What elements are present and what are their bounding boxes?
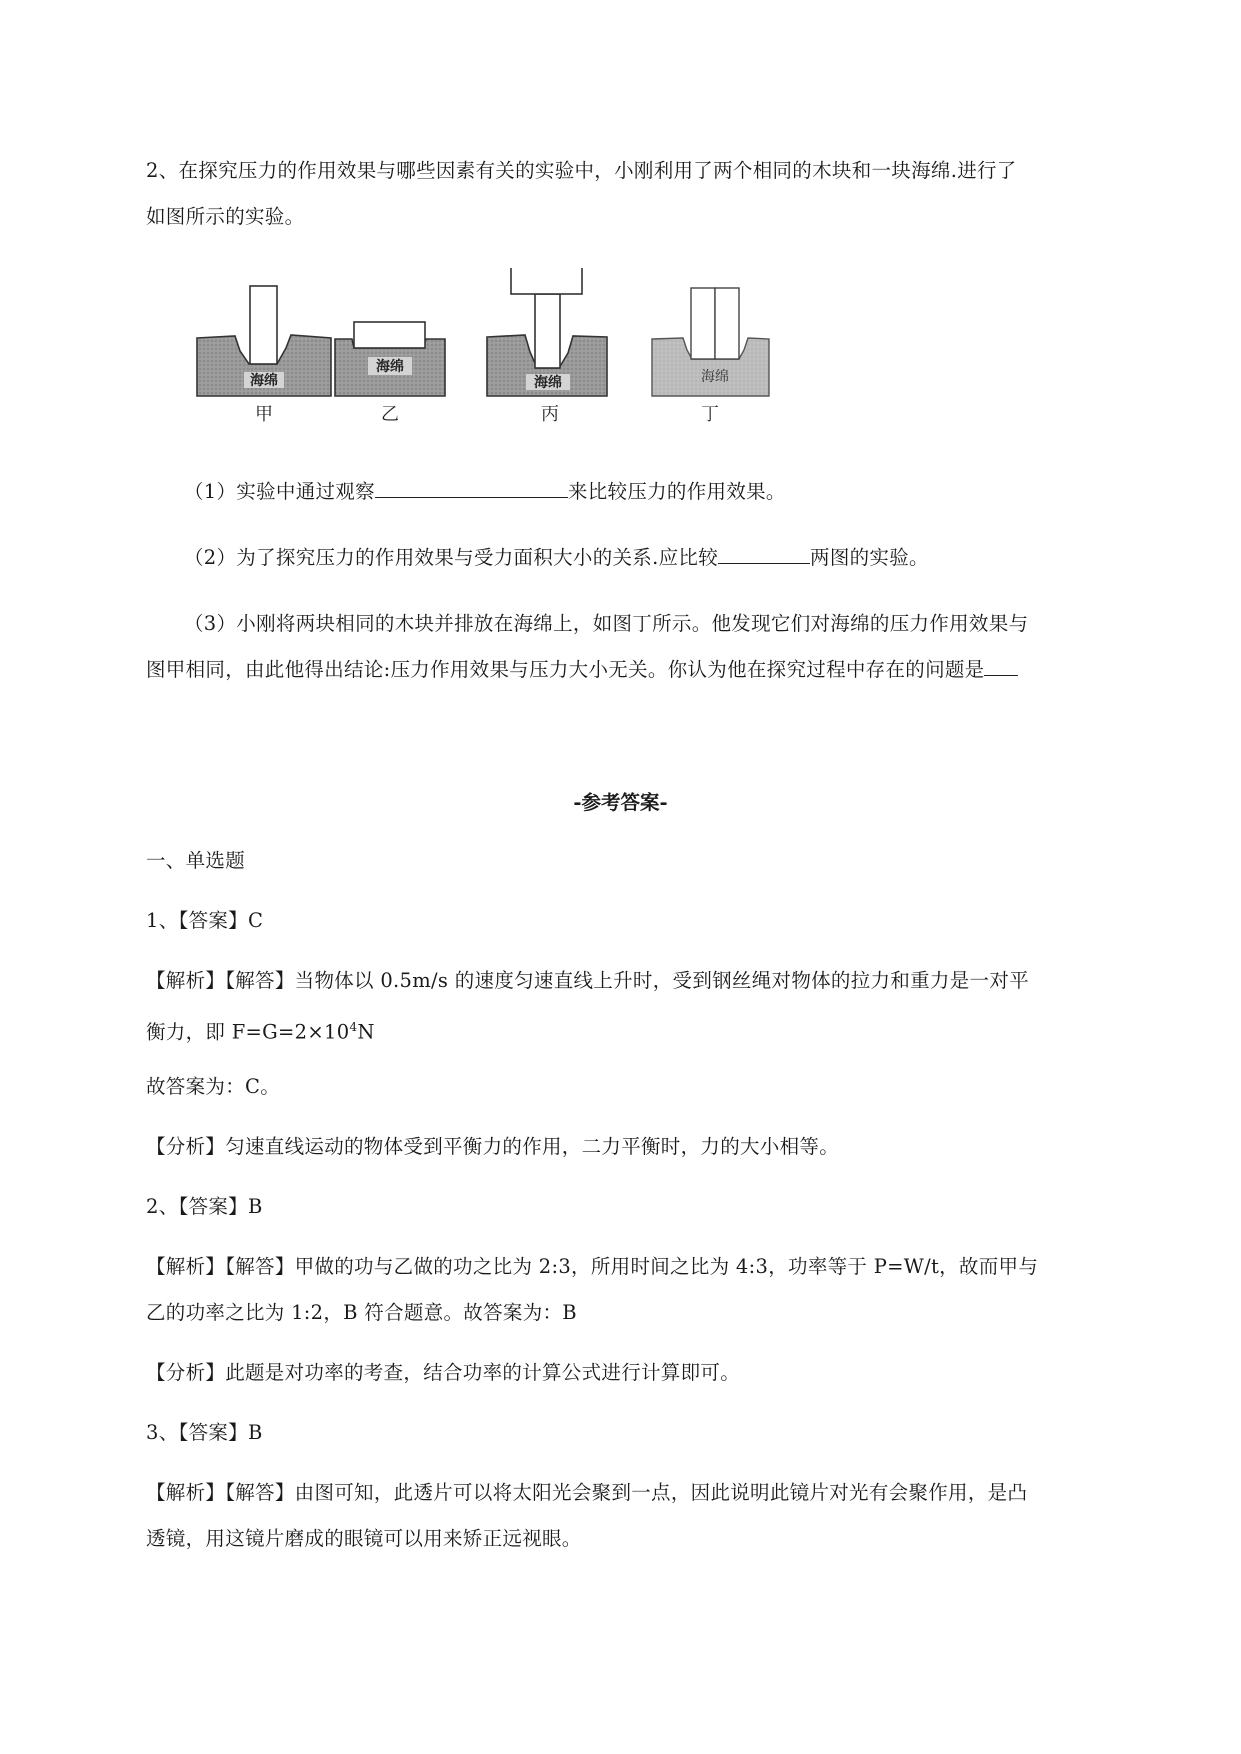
answer-3-tag: 【答案】 xyxy=(178,1421,248,1444)
sub-question-3-line2: 图甲相同，由此他得出结论:压力作用效果与压力大小无关。你认为他在探究过程中存在的问题是 xyxy=(146,658,985,681)
answer-1-exponent: 4 xyxy=(349,1020,358,1034)
sub-question-2-suffix: 两图的实验。 xyxy=(810,546,929,569)
wood-block-bing-vertical xyxy=(535,294,560,368)
sponge-experiment-figure xyxy=(195,268,855,448)
sub-question-1 xyxy=(146,469,1146,515)
sponge-label-ding: 海绵 xyxy=(701,369,729,385)
answer-2-value: B xyxy=(247,1195,263,1218)
sub-question-3-line1: （3）小刚将两块相同的木块并排放在海绵上，如图丁所示。他发现它们对海绵的压力作用效果与 xyxy=(184,612,1029,635)
answer-3-analysis xyxy=(146,1470,1146,1562)
sub-question-1-suffix: 来比较压力的作用效果。 xyxy=(567,480,786,503)
answer-2-number: 2、 xyxy=(146,1195,179,1218)
answers-heading: -参考答案- xyxy=(573,791,668,814)
sub-question-1-prefix: （1）实验中通过观察 xyxy=(184,480,375,503)
answer-1-tag: 【答案】 xyxy=(178,909,248,932)
answer-3-analysis-line1: 由图可知，此透片可以将太阳光会聚到一点，因此说明此镜片对光有会聚作用，是凸 xyxy=(294,1481,1028,1504)
panel-yi xyxy=(335,322,445,425)
section-title: 一、单选题 xyxy=(146,849,246,872)
answer-1-analysis-tag: 【解析】【解答】 xyxy=(146,969,295,992)
sponge-label-yi: 海绵 xyxy=(376,359,404,375)
wood-block-yi xyxy=(354,322,425,348)
wood-block-jia xyxy=(250,286,277,364)
answer-1-number: 1、 xyxy=(146,909,179,932)
panel-ding xyxy=(652,288,769,425)
answer-3-value: B xyxy=(247,1421,263,1444)
caption-jia: 甲 xyxy=(255,404,273,425)
answer-3-analysis-tag: 【解析】【解答】 xyxy=(146,1481,295,1504)
answer-1-fenxi-text: 匀速直线运动的物体受到平衡力的作用，二力平衡时，力的大小相等。 xyxy=(225,1135,840,1158)
answer-2-fenxi-text: 此题是对功率的考查，结合功率的计算公式进行计算即可。 xyxy=(225,1361,741,1384)
answer-2-analysis-line1: 甲做的功与乙做的功之比为 2:3，所用时间之比为 4:3，功率等于 P=W/t，故而甲与 xyxy=(294,1255,1039,1278)
answer-2-tag: 【答案】 xyxy=(178,1195,248,1218)
caption-ding: 丁 xyxy=(701,404,719,425)
answer-1-analysis-line1: 当物体以 0.5m/s 的速度匀速直线上升时，受到钢丝绳对物体的拉力和重力是一对平 xyxy=(294,969,1029,992)
wood-block-ding-left xyxy=(691,288,715,359)
answer-3-title xyxy=(146,1410,1146,1456)
answer-blank-3[interactable] xyxy=(984,653,1018,676)
answer-2-fenxi-tag: 【分析】 xyxy=(146,1361,226,1384)
sponge-label-bing: 海绵 xyxy=(534,375,562,391)
answer-blank-1[interactable] xyxy=(375,475,568,498)
answer-1-fenxi-tag: 【分析】 xyxy=(146,1135,226,1158)
answer-1-title xyxy=(146,898,1146,944)
answer-blank-2[interactable] xyxy=(718,541,810,564)
answer-2-title xyxy=(146,1184,1146,1230)
answer-3-analysis-line2: 透镜，用这镜片磨成的眼镜可以用来矫正远视眼。 xyxy=(146,1527,582,1550)
answer-1-unit: N xyxy=(357,1020,375,1044)
sub-question-2 xyxy=(146,535,1146,581)
caption-yi: 乙 xyxy=(381,404,399,425)
question-2-stem-line1: 2、在探究压力的作用效果与哪些因素有关的实验中，小刚利用了两个相同的木块和一块海绵.进行了 xyxy=(146,159,1017,182)
answer-2-analysis xyxy=(146,1244,1146,1336)
sponge-label-jia: 海绵 xyxy=(250,373,278,389)
sub-question-2-prefix: （2）为了探究压力的作用效果与受力面积大小的关系.应比较 xyxy=(184,546,719,569)
answer-1-fenxi xyxy=(146,1124,1146,1170)
answer-1-analysis xyxy=(146,958,1146,1056)
wood-block-bing-horizontal xyxy=(511,268,582,294)
answer-2-fenxi xyxy=(146,1350,1146,1396)
answer-3-number: 3、 xyxy=(146,1421,179,1444)
answer-1-analysis-line2: 衡力，即 F=G=2×10 xyxy=(146,1020,350,1044)
sub-question-3 xyxy=(146,601,1146,693)
answer-2-analysis-tag: 【解析】【解答】 xyxy=(146,1255,295,1278)
caption-bing: 丙 xyxy=(541,404,559,425)
answer-2-analysis-line2: 乙的功率之比为 1:2，B 符合题意。故答案为：B xyxy=(146,1301,577,1324)
question-2-stem xyxy=(146,148,1146,240)
wood-block-ding-right xyxy=(715,288,739,359)
panel-jia xyxy=(197,286,331,425)
question-2-stem-line2: 如图所示的实验。 xyxy=(146,205,305,228)
answer-1-conclusion: 故答案为：C。 xyxy=(146,1075,281,1098)
answer-1-value: C xyxy=(247,909,264,932)
panel-bing xyxy=(487,268,607,425)
